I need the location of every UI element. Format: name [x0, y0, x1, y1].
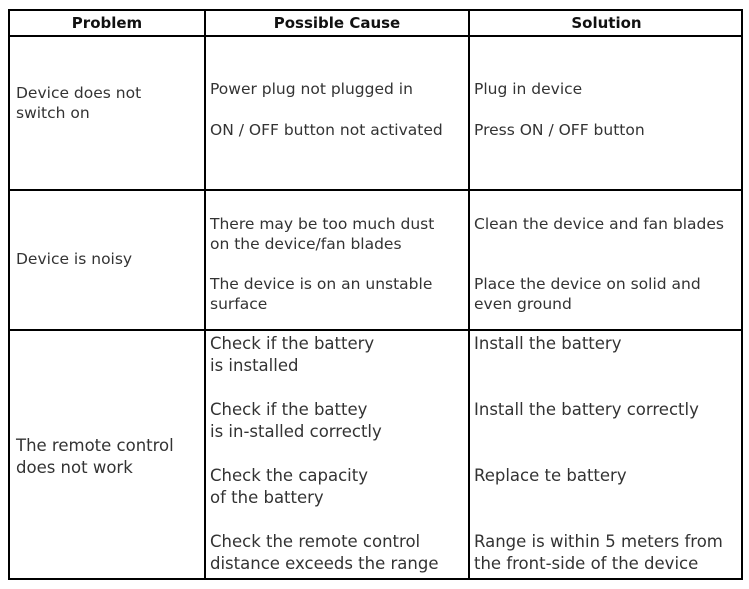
solution-line: Plug in device [474, 80, 583, 98]
cause-line: The device is on an unstable [210, 275, 433, 293]
cause-line: Power plug not plugged in [210, 80, 413, 98]
table-row [10, 191, 741, 329]
solution-line: Place the device on solid and [474, 275, 701, 293]
problem-line: Device does not [16, 84, 142, 102]
solution-cell [474, 331, 739, 580]
solution-line: Replace te battery [474, 466, 627, 485]
problem-line: The remote control [16, 436, 174, 455]
header-possible-cause: Possible Cause [273, 14, 401, 32]
header-row [10, 11, 741, 35]
problem-line: does not work [16, 458, 133, 477]
solution-cell [474, 191, 739, 329]
cause-line: ON / OFF button not activated [210, 121, 443, 139]
problem-line: Device is noisy [16, 250, 133, 268]
cause-line: Check the remote control [210, 532, 421, 551]
header-cell-cause [206, 11, 468, 35]
cause-line: There may be too much dust [210, 215, 435, 233]
solution-line: Install the battery [474, 334, 622, 353]
cause-cell [210, 331, 466, 580]
cause-line: Check if the battery [210, 334, 375, 353]
problem-line: switch on [16, 104, 90, 122]
cause-cell [210, 191, 466, 329]
problem-cell [16, 37, 202, 189]
problem-cell [16, 331, 202, 580]
cause-line: is installed [210, 356, 299, 375]
solution-line: Install the battery correctly [474, 400, 699, 419]
cause-line: on the device/fan blades [210, 235, 402, 253]
solution-line: Clean the device and fan blades [474, 215, 725, 233]
troubleshooting-table [8, 9, 743, 580]
solution-cell [474, 37, 739, 189]
cause-line: is in-stalled correctly [210, 422, 382, 441]
problem-cell [16, 191, 202, 329]
cause-line: Check the capacity [210, 466, 368, 485]
cause-line: of the battery [210, 488, 324, 507]
header-problem: Problem [71, 14, 143, 32]
header-cell-problem [10, 11, 204, 35]
table-row [10, 37, 741, 189]
table-row [10, 331, 741, 580]
cause-line: Check if the battey [210, 400, 368, 419]
cause-line: distance exceeds the range [210, 554, 439, 573]
solution-line: even ground [474, 295, 572, 313]
solution-line: the front-side of the device [474, 554, 699, 573]
header-solution: Solution [571, 14, 642, 32]
cause-line: surface [210, 295, 268, 313]
cause-cell [210, 37, 466, 189]
solution-line: Press ON / OFF button [474, 121, 645, 139]
solution-line: Range is within 5 meters from [474, 532, 723, 551]
header-cell-solution [470, 11, 743, 35]
